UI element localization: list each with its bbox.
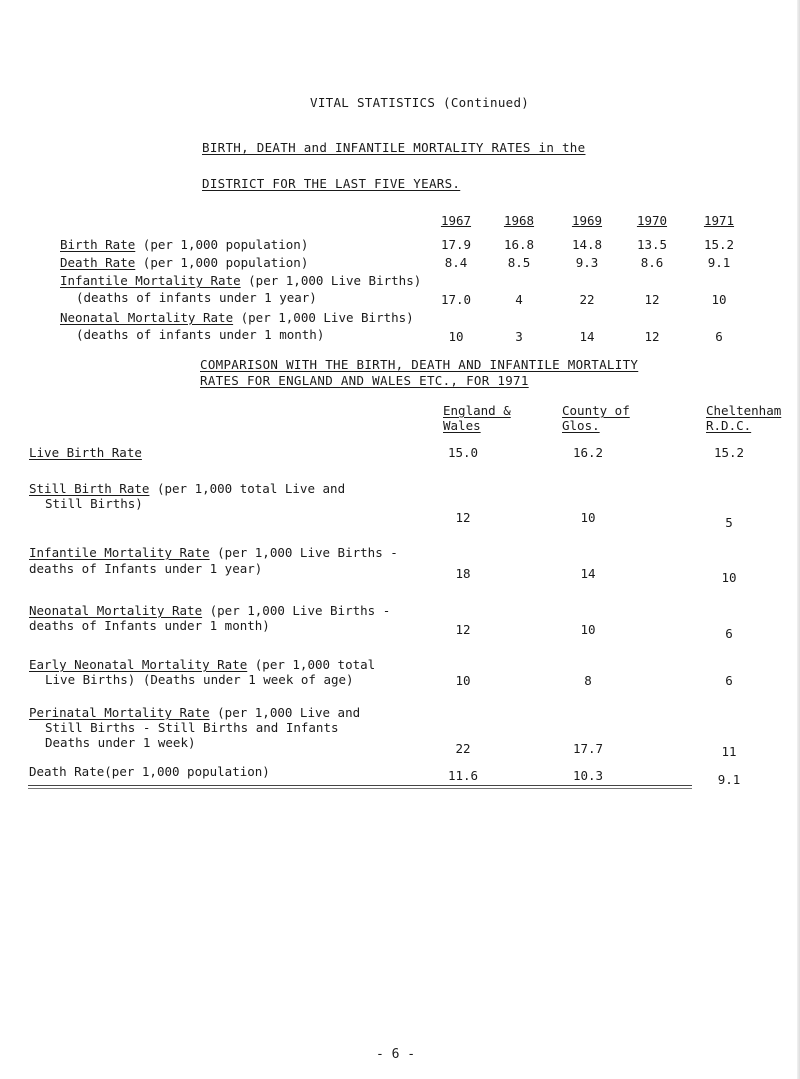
table-cell: 17.0 (440, 292, 472, 307)
table-cell: 11 (721, 744, 737, 759)
table-row-label: Death Rate (per 1,000 population) (60, 255, 309, 270)
table-cell: 14 (580, 566, 596, 581)
table-cell: 9.1 (707, 255, 731, 270)
column-header: R.D.C. (706, 418, 752, 433)
table-row-label: Birth Rate (per 1,000 population) (60, 237, 309, 252)
table-cell: 14.8 (571, 237, 603, 252)
table-cell: 22 (455, 741, 471, 756)
table-cell: 16.8 (503, 237, 535, 252)
table-cell: 6 (725, 673, 733, 688)
table-cell: 10 (711, 292, 727, 307)
table-cell: 6 (725, 626, 733, 641)
table-cell: 5 (725, 515, 733, 530)
table-cell: 10.3 (572, 768, 604, 783)
table-row-sublabel: deaths of Infants under 1 year) (29, 561, 263, 576)
table-cell: 15.0 (447, 445, 479, 460)
table-cell: 15.2 (703, 237, 735, 252)
table-row-sublabel: (deaths of infants under 1 year) (76, 290, 317, 305)
table-row-label: Perinatal Mortality Rate (per 1,000 Live and (29, 705, 361, 720)
column-header: Cheltenham (706, 403, 782, 418)
table-cell: 3 (515, 329, 523, 344)
comparison-title: COMPARISON WITH THE BIRTH, DEATH AND INFANTILE MORTALITY (200, 357, 639, 372)
table-row-label: Early Neonatal Mortality Rate (per 1,000 total (29, 657, 376, 672)
table-cell: 8 (584, 673, 592, 688)
table-cell: 8.4 (444, 255, 468, 270)
table-cell: 8.6 (640, 255, 664, 270)
year-header: 1971 (703, 213, 735, 228)
year-header: 1969 (571, 213, 603, 228)
table-cell: 10 (721, 570, 737, 585)
table-row-sublabel: Live Births) (Deaths under 1 week of age) (45, 672, 354, 687)
table-cell: 10 (455, 673, 471, 688)
table-row-label: Neonatal Mortality Rate (per 1,000 Live Births - (29, 603, 391, 618)
column-header: Wales (443, 418, 481, 433)
table-cell: 17.7 (572, 741, 604, 756)
table-row-sublabel: deaths of Infants under 1 month) (29, 618, 270, 633)
table-cell: 6 (715, 329, 723, 344)
table-row-label: Death Rate(per 1,000 population) (29, 764, 270, 779)
table-cell: 15.2 (713, 445, 745, 460)
table-cell: 9.3 (575, 255, 599, 270)
table-row-sublabel: (deaths of infants under 1 month) (76, 327, 325, 342)
table-row-label: Neonatal Mortality Rate (per 1,000 Live Births) (60, 310, 414, 325)
table-cell: 22 (579, 292, 595, 307)
table-cell: 13.5 (636, 237, 668, 252)
table-cell: 12 (455, 622, 471, 637)
section-subtitle-five-years: DISTRICT FOR THE LAST FIVE YEARS. (202, 176, 461, 191)
table-cell: 10 (580, 622, 596, 637)
column-header: England & (443, 403, 511, 418)
year-header: 1968 (503, 213, 535, 228)
table-cell: 14 (579, 329, 595, 344)
table-cell: 10 (580, 510, 596, 525)
table-cell: 16.2 (572, 445, 604, 460)
table-cell: 8.5 (507, 255, 531, 270)
table-row-sublabel: Deaths under 1 week) (45, 735, 196, 750)
table-cell: 12 (644, 292, 660, 307)
table-cell: 10 (448, 329, 464, 344)
table-cell: 4 (515, 292, 523, 307)
table-cell: 12 (644, 329, 660, 344)
page-title: VITAL STATISTICS (Continued) (310, 95, 530, 110)
year-header: 1967 (440, 213, 472, 228)
table-row-sublabel: Still Births) (45, 496, 143, 511)
table-cell: 11.6 (447, 768, 479, 783)
table-row-label: Infantile Mortality Rate (per 1,000 Live Births - (29, 545, 398, 560)
table-cell: 12 (455, 510, 471, 525)
column-header: County of (562, 403, 630, 418)
comparison-subtitle: RATES FOR ENGLAND AND WALES ETC., FOR 1971 (200, 373, 529, 388)
table-row-label: Still Birth Rate (per 1,000 total Live and (29, 481, 346, 496)
table-row-label: Live Birth Rate (29, 445, 142, 460)
section-title-birth-death: BIRTH, DEATH and INFANTILE MORTALITY RATES in the (202, 140, 586, 155)
table-bottom-rule (28, 788, 692, 789)
column-header: Glos. (562, 418, 600, 433)
table-cell: 9.1 (717, 772, 741, 787)
page-number: - 6 - (376, 1047, 416, 1062)
table-cell: 17.9 (440, 237, 472, 252)
table-bottom-rule (28, 785, 692, 786)
year-header: 1970 (636, 213, 668, 228)
table-row-label: Infantile Mortality Rate (per 1,000 Live Births) (60, 273, 422, 288)
table-row-sublabel: Still Births - Still Births and Infants (45, 720, 339, 735)
table-cell: 18 (455, 566, 471, 581)
